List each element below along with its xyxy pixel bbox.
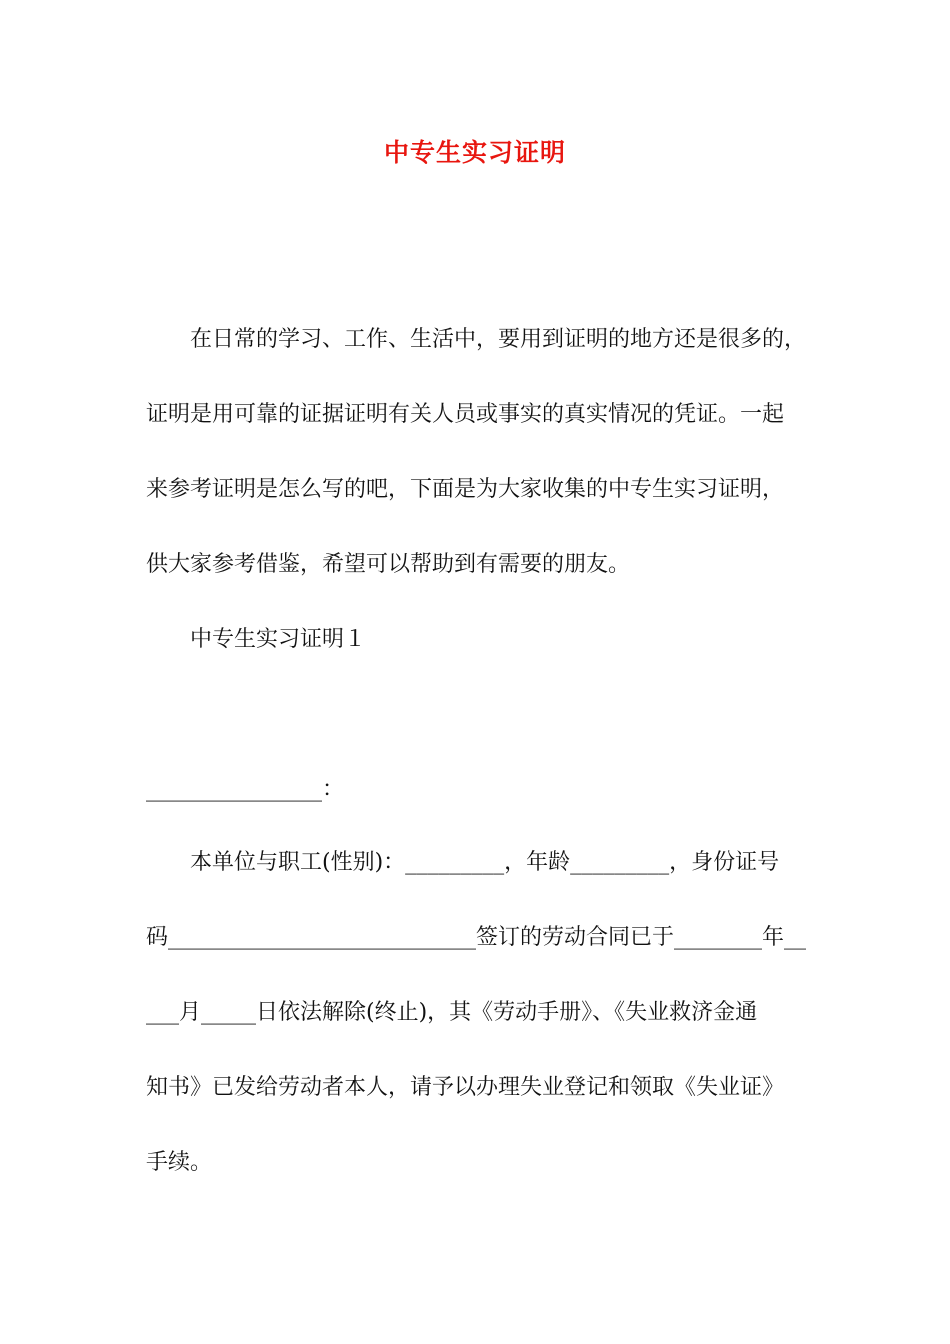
section-heading: 中专生实习证明１ <box>190 627 367 652</box>
addressee-block <box>146 752 814 827</box>
certificate-line: 码____________________________签订的劳动合同已于________年__ <box>146 925 807 950</box>
intro-line: 供大家参考借鉴，希望可以帮助到有需要的朋友。 <box>146 552 631 577</box>
intro-line: 证明是用可靠的证据证明有关人员或事实的真实情况的凭证。一起 <box>146 402 785 427</box>
intro-line: 来参考证明是怎么写的吧，下面是为大家收集的中专生实习证明， <box>146 477 785 502</box>
intro-paragraph <box>146 302 814 677</box>
certificate-line: 本单位与职工(性别)：_________，年龄_________，身份证号 <box>190 850 780 875</box>
certificate-line: 手续。 <box>146 1150 213 1175</box>
certificate-paragraph <box>146 825 814 1200</box>
document-title: 中专生实习证明 <box>383 138 566 167</box>
certificate-line: 知书》已发给劳动者本人，请予以办理失业登记和领取《失业证》 <box>146 1075 785 1100</box>
intro-line: 在日常的学习、工作、生活中，要用到证明的地方还是很多的， <box>190 327 807 352</box>
addressee-line: ________________： <box>146 777 345 802</box>
certificate-line: ___月_____日依法解除(终止)，其《劳动手册》、《失业救济金通 <box>146 1000 758 1025</box>
